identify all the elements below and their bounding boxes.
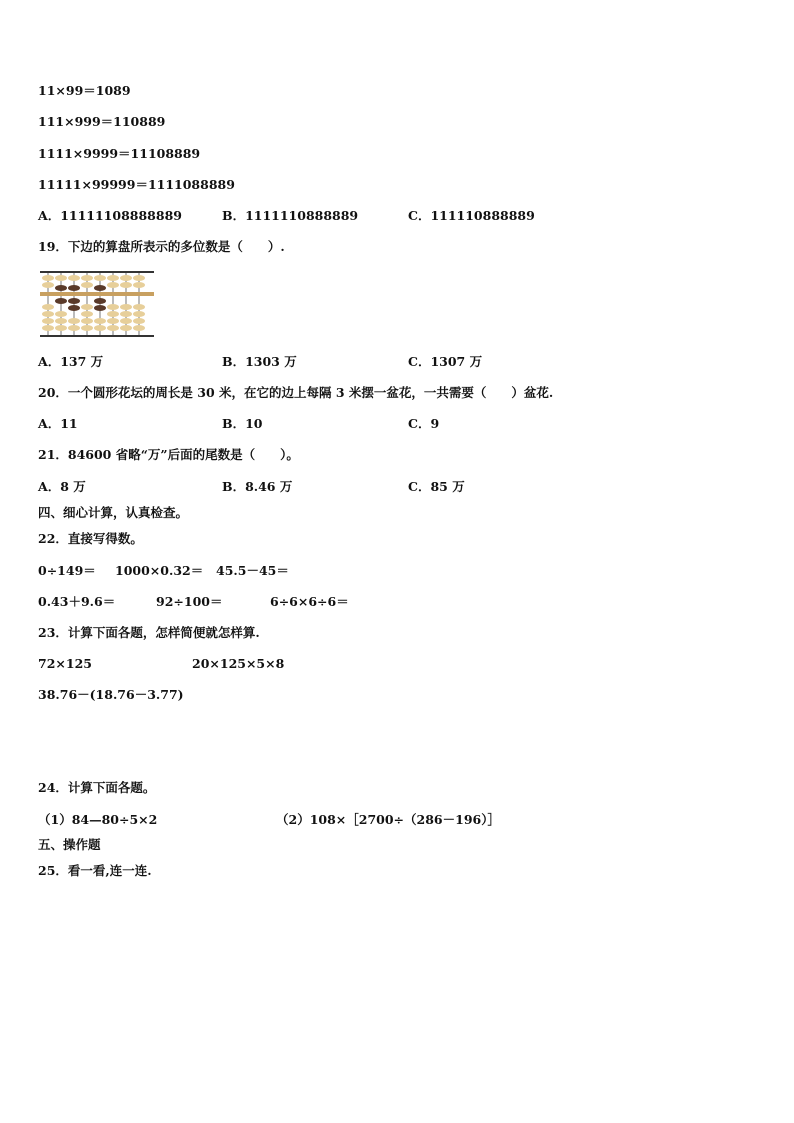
pattern-line-1: 11×99＝1089: [38, 83, 131, 98]
q24-item-2: （2）108×［2700÷（286－196）］: [276, 812, 500, 827]
q24-item-1: （1）84—80÷5×2: [38, 812, 158, 827]
q22-item-4: 0.43＋9.6＝: [38, 594, 116, 609]
pattern-line-3: 1111×9999＝11108889: [38, 146, 201, 161]
pattern-line-2: 111×999＝110889: [38, 114, 166, 129]
q23-stem: 23．计算下面各题，怎样简便就怎样算.: [38, 625, 260, 640]
q19-option-a: A．137 万: [38, 354, 104, 369]
q23-item-1: 72×125: [38, 656, 92, 671]
q18-option-c: C．111110888889: [408, 208, 535, 223]
q21-option-c: C．85 万: [408, 479, 465, 494]
q19-option-b: B．1303 万: [222, 354, 297, 369]
q21-stem: 21．84600 省略“万”后面的尾数是（ ）。: [38, 447, 299, 462]
q22-item-1: 0÷149＝: [38, 563, 96, 578]
q23-item-2: 20×125×5×8: [192, 656, 285, 671]
q21-option-a: A．8 万: [38, 479, 86, 494]
q20-option-b: B．10: [222, 416, 263, 431]
q22-item-6: 6÷6×6÷6＝: [270, 594, 349, 609]
q22-item-5: 92÷100＝: [156, 594, 223, 609]
q22-item-3: 45.5－45＝: [216, 563, 289, 578]
q20-stem: 20．一个圆形花坛的周长是 30 米，在它的边上每隔 3 米摆一盆花，一共需要（ ）盆花.: [38, 385, 554, 400]
section-5-heading: 五、操作题: [38, 837, 101, 852]
q23-item-3: 38.76－(18.76－3.77): [38, 687, 184, 702]
q21-option-b: B．8.46 万: [222, 479, 293, 494]
q18-option-a: A．11111108888889: [38, 208, 182, 223]
abacus-icon: [38, 270, 156, 338]
q25-stem: 25．看一看,连一连.: [38, 863, 152, 878]
q22-stem: 22．直接写得数。: [38, 531, 143, 546]
q24-stem: 24．计算下面各题。: [38, 780, 156, 795]
q18-option-b: B．1111110888889: [222, 208, 359, 223]
q20-option-c: C．9: [408, 416, 440, 431]
q19-option-c: C．1307 万: [408, 354, 483, 369]
q20-option-a: A．11: [38, 416, 78, 431]
q22-item-2: 1000×0.32＝: [115, 563, 204, 578]
pattern-line-4: 11111×99999＝1111088889: [38, 177, 235, 192]
q19-stem: 19．下边的算盘所表示的多位数是（ ）.: [38, 239, 285, 254]
section-4-heading: 四、细心计算，认真检查。: [38, 505, 189, 520]
